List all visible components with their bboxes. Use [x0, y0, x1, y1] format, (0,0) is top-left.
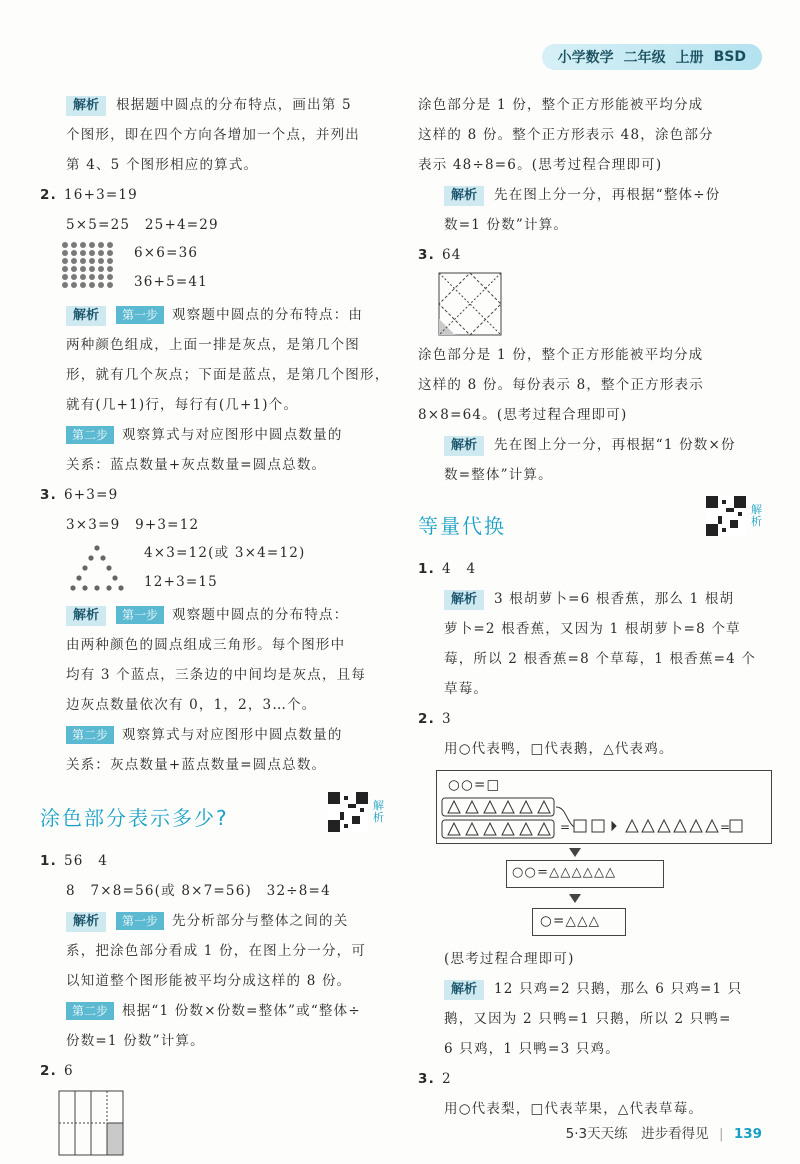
step1-tag: 第一步	[116, 912, 164, 930]
qr-code-icon[interactable]	[706, 496, 746, 536]
answer-line: 6+3=9	[64, 487, 119, 503]
analysis-tag: 解析	[444, 436, 484, 456]
qr-label: 解析	[373, 799, 384, 824]
text-line: (思考过程合理即可)	[444, 951, 575, 967]
answer-line: 6	[64, 1063, 74, 1079]
question-number: 3.	[418, 1071, 435, 1087]
text-line: 这样的 8 份。整个正方形表示 48，涂色部分	[418, 127, 714, 143]
text-line: 观察算式与对应图形中圆点数量的	[122, 727, 343, 743]
text-line: 数=1 份数”计算。	[444, 217, 569, 233]
diagram-line-1: ○○=□	[448, 777, 501, 793]
header-grade: 二年级	[623, 50, 666, 66]
text-line: 观察题中圆点的分布特点：由	[172, 307, 364, 323]
footer-separator: |	[718, 1126, 724, 1142]
left-column	[40, 90, 390, 1160]
answer-line: 16+3=19	[64, 187, 138, 203]
page-footer	[566, 1122, 762, 1142]
header-edition: BSD	[713, 49, 746, 65]
diagram-line-4: ○○=△△△△△△	[512, 865, 617, 880]
text-line: 份数=1 份数”计算。	[66, 1033, 205, 1049]
down-arrow-icon	[568, 844, 582, 858]
question-number: 2.	[418, 711, 435, 727]
text-line: 用○代表鸭，□代表鹅，△代表鸡。	[444, 741, 674, 757]
analysis-tag: 解析	[444, 590, 484, 610]
text-line: 形，就有几个灰点；下面是蓝点，是第几个图形，	[66, 367, 390, 383]
step2-tag: 第二步	[66, 726, 114, 744]
text-line: 关系：蓝点数量+灰点数量=圆点总数。	[66, 457, 327, 473]
question-number: 1.	[418, 561, 435, 577]
text-line: 12 只鸡=2 只鹅，那么 6 只鸡=1 只	[494, 981, 743, 997]
text-line: 先在图上分一分，再根据“1 份数×份	[494, 437, 736, 453]
q2-figure-row	[40, 240, 385, 300]
text-line: 草莓。	[444, 681, 489, 697]
analysis-tag: 解析	[66, 96, 106, 116]
text-line: 8×8=64。(思考过程合理即可)	[418, 407, 628, 423]
text-line: 均有 3 个蓝点，三条边的中间均是灰点，且每	[66, 667, 367, 683]
text-line: 先分析部分与整体之间的关	[172, 913, 349, 929]
answer-line: 8 7×8=56(或 8×7=56) 32÷8=4	[66, 883, 331, 899]
text-line: 萝卜=2 根香蕉，又因为 1 根胡萝卜=8 个草	[444, 621, 741, 637]
substitution-diagram	[436, 764, 763, 944]
section-title: 涂色部分表示多少?	[40, 806, 229, 830]
analysis-tag: 解析	[66, 606, 106, 626]
text-line: 第 4、5 个图形相应的算式。	[66, 157, 259, 173]
question-number: 2.	[40, 1063, 57, 1079]
q3-figure-row	[40, 540, 385, 600]
text-line: 用○代表梨，□代表苹果，△代表草莓。	[444, 1101, 704, 1117]
text-line: 观察算式与对应图形中圆点数量的	[122, 427, 343, 443]
text-line: 根据题中圆点的分布特点，画出第 5	[116, 97, 352, 113]
analysis-tag: 解析	[66, 306, 106, 326]
text-line: 这样的 8 份。每份表示 8，整个正方形表示	[418, 377, 704, 393]
text-line: 3 根胡萝卜=6 根香蕉，那么 1 根胡	[494, 591, 735, 607]
step2-tag: 第二步	[66, 426, 114, 444]
question-number: 2.	[40, 187, 57, 203]
answer-line: 36+5=41	[134, 274, 208, 290]
text-line: 涂色部分是 1 份，整个正方形能被平均分成	[418, 347, 704, 363]
answer-line: 2	[442, 1071, 452, 1087]
answer-line: 5×5=25 25+4=29	[66, 217, 219, 233]
analysis-tag: 解析	[66, 912, 106, 932]
answer-line: 12+3=15	[144, 574, 218, 590]
diagram-line-5: ○=△△△	[540, 913, 601, 929]
diagram-eq-sign: =	[720, 820, 731, 834]
diagram-eq-sign: =	[560, 820, 571, 834]
question-number: 1.	[40, 853, 57, 869]
text-line: 由两种颜色的圆点组成三角形。每个图形中	[66, 637, 346, 653]
text-line: 涂色部分是 1 份，整个正方形能被平均分成	[418, 97, 704, 113]
header-subject: 小学数学	[557, 50, 614, 66]
answer-line: 3	[442, 711, 452, 727]
text-line: 两种颜色组成，上面一排是灰点，是第几个图	[66, 337, 360, 353]
text-line: 根据“1 份数×份数=整体”或“整体÷	[122, 1003, 361, 1019]
right-column	[418, 90, 763, 1124]
qr-code-icon[interactable]	[328, 792, 368, 832]
footer-brand: 5·3天天练 进步看得见	[565, 1126, 709, 1142]
header-term: 上册	[675, 50, 704, 66]
text-line: 数=整体”计算。	[444, 467, 553, 483]
qr-block[interactable]	[328, 792, 385, 832]
dot-triangle-figure	[62, 542, 132, 598]
square-diamond-figure	[438, 272, 502, 336]
step1-tag: 第一步	[116, 606, 164, 624]
qr-label: 解析	[751, 503, 762, 528]
answer-line: 4 4	[442, 561, 477, 577]
text-line: 鹅，又因为 2 只鸭=1 只鹅，所以 2 只鸭=	[444, 1011, 732, 1027]
qr-block[interactable]	[706, 496, 763, 536]
text-line: 观察题中圆点的分布特点：	[172, 607, 349, 623]
diagram-row-2	[440, 796, 770, 842]
text-line: 边灰点数量依次有 0，1，2，3…个。	[66, 697, 317, 713]
analysis-tag: 解析	[444, 980, 484, 1000]
answer-line: 56 4	[64, 853, 109, 869]
text-line: 个图形，即在四个方向各增加一个点，并列出	[66, 127, 360, 143]
section-header	[40, 780, 385, 846]
analysis-tag: 解析	[444, 186, 484, 206]
step2-tag: 第二步	[66, 1002, 114, 1020]
section-title: 等量代换	[418, 514, 506, 538]
text-line: 表示 48÷8=6。(思考过程合理即可)	[418, 157, 663, 173]
answer-line: 6×6=36	[134, 245, 199, 261]
text-line: 关系：灰点数量+蓝点数量=圆点总数。	[66, 757, 327, 773]
text-line: 莓，所以 2 根香蕉=8 个草莓，1 根香蕉=4 个	[444, 651, 757, 667]
answer-line: 3×3=9 9+3=12	[66, 517, 200, 533]
down-arrow-icon	[568, 890, 582, 904]
text-line: 系，把涂色部分看成 1 份，在图上分一分，可	[66, 943, 367, 959]
answer-line: 64	[442, 247, 462, 263]
text-line: 就有(几+1)行，每行有(几+1)个。	[66, 397, 299, 413]
text-line: 先在图上分一分，再根据“整体÷份	[494, 187, 721, 203]
page-number: 139	[733, 1126, 762, 1142]
rectangle-eighths-figure	[58, 1090, 124, 1156]
dot-square-figure	[62, 242, 114, 288]
question-number: 3.	[40, 487, 57, 503]
section-header	[418, 490, 763, 554]
text-line: 6 只鸡，1 只鸭=3 只鸡。	[444, 1041, 620, 1057]
text-line: 以知道整个图形能被平均分成这样的 8 份。	[66, 973, 352, 989]
step1-tag: 第一步	[116, 306, 164, 324]
answer-line: 4×3=12(或 3×4=12)	[144, 545, 306, 561]
header-badge	[542, 44, 762, 70]
question-number: 3.	[418, 247, 435, 263]
